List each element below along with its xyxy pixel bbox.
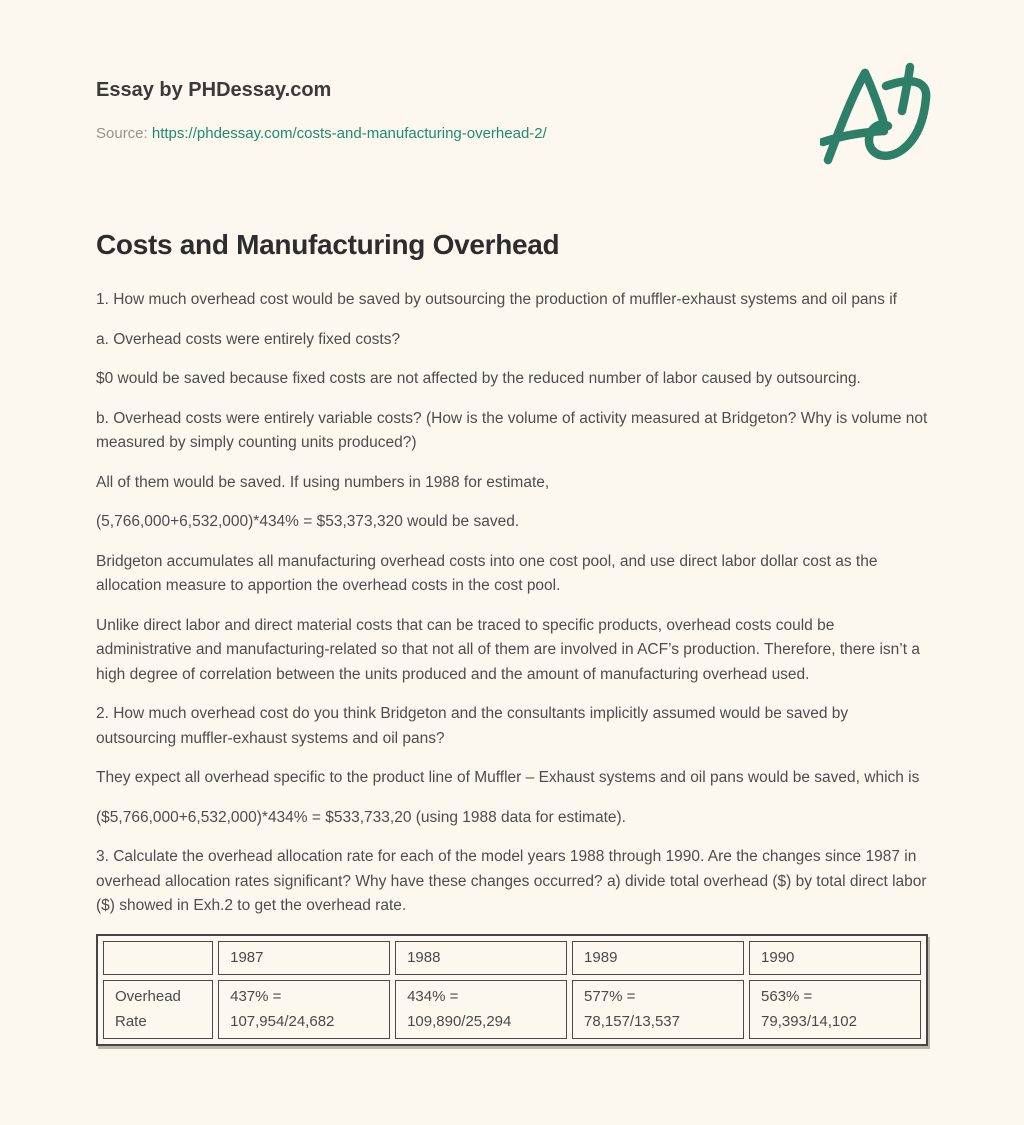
- table-header-cell-1989: 1989: [572, 941, 744, 976]
- table-header-cell-1988: 1988: [395, 941, 567, 976]
- source-link[interactable]: https://phdessay.com/costs-and-manufacturing-overhead-2/: [151, 125, 547, 142]
- paragraph-calculation-1: (5,766,000+6,532,000)*434% = $53,373,320 would be saved.: [96, 513, 520, 530]
- table-row-overhead-rate: [103, 980, 921, 1039]
- source-line: [96, 124, 928, 144]
- paragraph-q1b: b. Overhead costs were entirely variable costs? (How is the volume of activity measured at Bridgeton? Why is volume not measured by simply counting units produced?): [96, 409, 928, 451]
- page-header: [96, 78, 928, 144]
- source-label: Source:: [96, 125, 148, 142]
- essay-title: Costs and Manufacturing Overhead: [96, 229, 560, 260]
- paragraph-q1a-answer: $0 would be saved because fixed costs are not affected by the reduced number of labor caused by outsourcing.: [96, 370, 861, 387]
- paragraph-q3: 3. Calculate the overhead allocation rate for each of the model years 1988 through 1990. Are the changes since 1987 in overhead allocation rates significant? Why have these changes occurred? a) divide total overhead ($) by total direct labor ($) showed in Exh.2 to get the overhead rate.: [96, 848, 927, 914]
- table-header-row: [103, 941, 921, 976]
- essay-body: [96, 288, 928, 919]
- table-cell-rate-1988: 434% = 109,890/25,294: [395, 980, 567, 1039]
- essay-byline: Essay by PHDessay.com: [96, 79, 332, 101]
- table-header-cell-empty: [103, 941, 213, 976]
- table-cell-row-label: Overhead Rate: [103, 980, 213, 1039]
- paragraph-cost-pool: Bridgeton accumulates all manufacturing overhead costs into one cost pool, and use direct labor dollar cost as the allocation measure to apportion the overhead costs in the cost pool.: [96, 552, 878, 594]
- paragraph-calculation-2: ($5,766,000+6,532,000)*434% = $533,733,20 (using 1988 data for estimate).: [96, 808, 626, 826]
- paragraph-q2-answer: They expect all overhead specific to the product line of Muffler – Exhaust systems and oil pans would be saved, which is: [96, 769, 920, 786]
- paragraph-correlation: Unlike direct labor and direct material costs that can be traced to specific products, overhead costs could be administrative and manufacturing-related so that not all of them are involved in ACF’s production. Therefore, there isn’t a high degree of correlation between the units produced and the amount of manufacturing overhead used.: [96, 616, 920, 683]
- paragraph-q1: 1. How much overhead cost would be saved by outsourcing the production of muffler-exhaust systems and oil pans if: [96, 291, 897, 308]
- table-cell-rate-1987: 437% = 107,954/24,682: [218, 980, 390, 1039]
- paragraph-q2: 2. How much overhead cost do you think Bridgeton and the consultants implicitly assumed would be saved by outsourcing muffler-exhaust systems and oil pans?: [96, 705, 849, 747]
- paragraph-q1a: a. Overhead costs were entirely fixed costs?: [96, 330, 401, 348]
- paragraph-q1b-answer: All of them would be saved. If using numbers in 1988 for estimate,: [96, 473, 550, 491]
- table-header-cell-1990: 1990: [749, 941, 921, 976]
- table-cell-rate-1989: 577% = 78,157/13,537: [572, 980, 744, 1039]
- table-cell-rate-1990: 563% = 79,393/14,102: [749, 980, 921, 1039]
- table-header-cell-1987: 1987: [218, 941, 390, 976]
- aplus-logo-icon: [820, 62, 936, 168]
- overhead-rate-table: [96, 934, 928, 1047]
